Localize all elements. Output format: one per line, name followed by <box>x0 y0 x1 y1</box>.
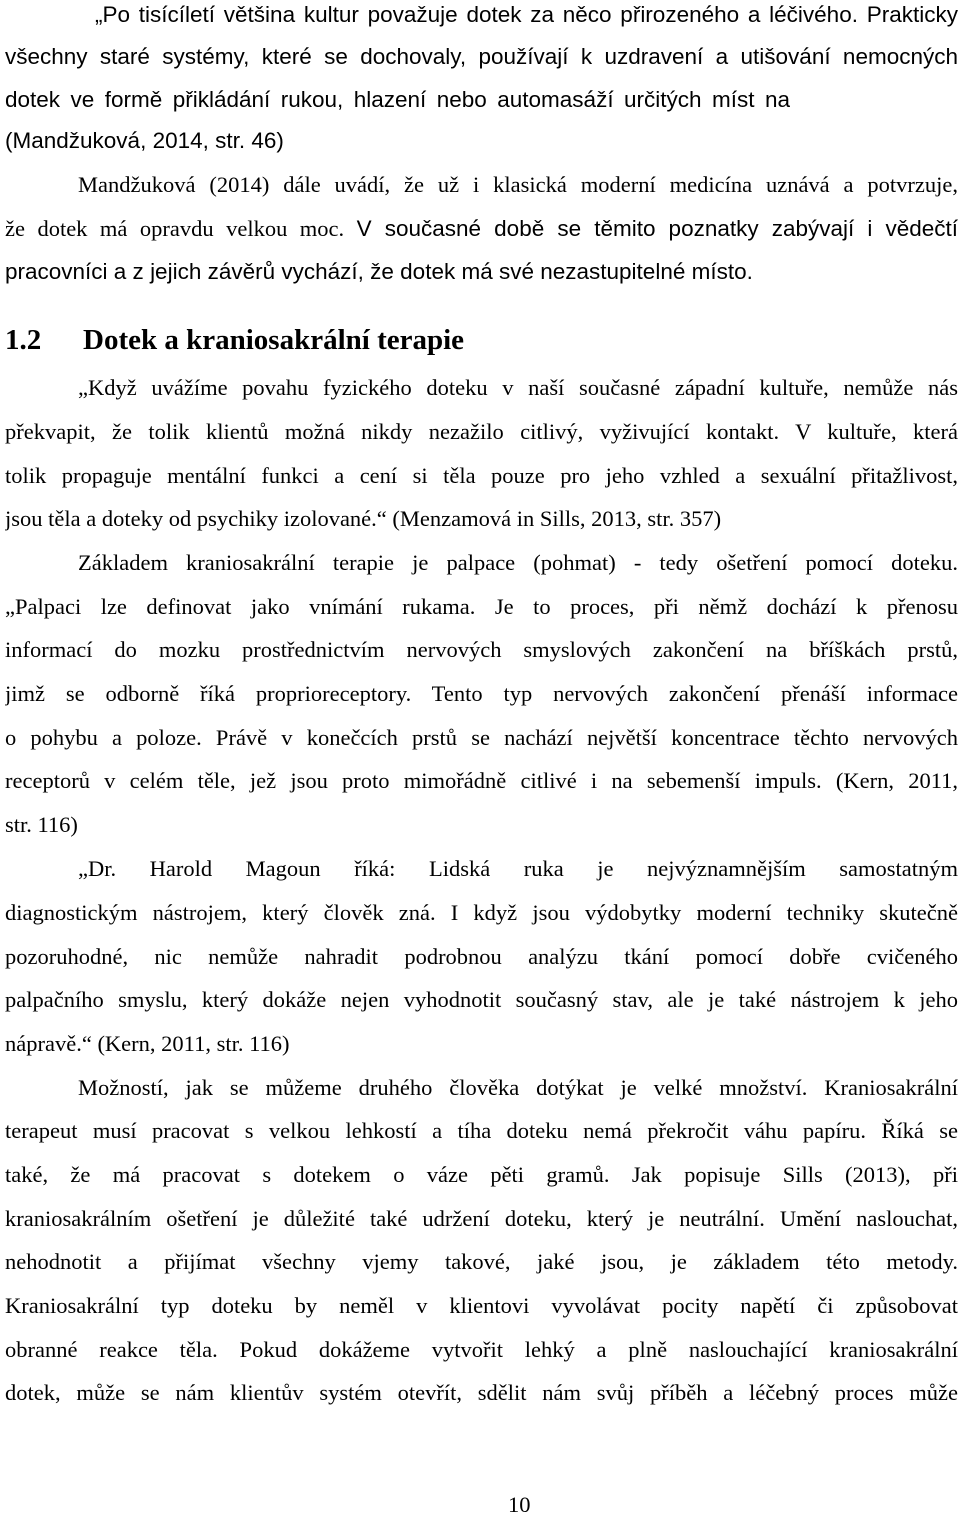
text-line: nápravě.“ (Kern, 2011, str. 116) <box>5 1031 290 1056</box>
text-line: obranné reakce těla. Pokud dokážeme vytvořit lehký a plně naslouchající kraniosakrální <box>5 1337 958 1362</box>
text-line: diagnostickým nástrojem, který člověk zná. I když jsou výdobytky moderní techniky skutečně <box>5 900 958 925</box>
text-line: o pohybu a poloze. Právě v konečcích prstů se nachází největší koncentrace těchto nervových <box>5 725 958 750</box>
section-number: 1.2 <box>5 324 42 356</box>
text-line: kraniosakrálním ošetření je důležité také udržení doteku, který je neutrální. Umění naslouchat, <box>5 1206 958 1231</box>
text-line: str. 116) <box>5 812 78 837</box>
page-number: 10 <box>508 1492 531 1515</box>
text-line: „Když uvážíme povahu fyzického doteku v naší současné západní kultuře, nemůže nás <box>78 375 958 400</box>
text-line: překvapit, že tolik klientů možná nikdy nezažilo citlivý, vyživující kontakt. V kultuře, která <box>5 419 958 444</box>
citation-line: (Mandžuková, 2014, str. 46) <box>5 128 284 153</box>
text-line: pozoruhodné, nic nemůže nahradit podrobnou analýzu tkání pomocí dobře cvičeného <box>5 944 958 969</box>
text-line: Základem kraniosakrální terapie je palpace (pohmat) - tedy ošetření pomocí doteku. <box>78 550 958 575</box>
text-line: „Po tisícíletí většina kultur považuje dotek za něco přirozeného a léčivého. Prakticky <box>95 2 958 27</box>
text-line: terapeut musí pracovat s velkou lehkostí a tíha doteku nemá překročit váhu papíru. Říká se <box>5 1118 958 1143</box>
text-line: jimž se odborně říká proprioreceptory. Tento typ nervových zakončení přenáší informace <box>5 681 958 706</box>
text-segment: že dotek má opravdu velkou moc. <box>5 216 345 241</box>
text-line: dotek ve formě přikládání rukou, hlazení nebo automasáží určitých míst na <box>5 87 790 112</box>
text-line: Možností, jak se můžeme druhého člověka dotýkat je velké množství. Kraniosakrální <box>78 1075 958 1100</box>
text-line: Kraniosakrální typ doteku by neměl v klientovi vyvolávat pocity napětí či způsobovat <box>5 1293 958 1318</box>
text-segment: V současné době se těmito poznatky zabývají i vědečtí <box>356 216 958 241</box>
text-line <box>5 214 958 244</box>
text-line: Mandžuková (2014) dále uvádí, že už i klasická moderní medicína uznává a potvrzuje, <box>78 172 958 197</box>
text-line: dotek, může se nám klientův systém otevřít, sdělit nám svůj příběh a léčebný proces může <box>5 1380 958 1405</box>
text-line: také, že má pracovat s dotekem o váze pěti gramů. Jak popisuje Sills (2013), při <box>5 1162 958 1187</box>
section-title: Dotek a kraniosakrální terapie <box>83 324 465 356</box>
text-line: jsou těla a doteky od psychiky izolované.“ (Menzamová in Sills, 2013, str. 357) <box>5 506 722 531</box>
text-line: pracovníci a z jejich závěrů vychází, že dotek má své nezastupitelné místo. <box>5 259 753 284</box>
text-line: „Palpaci lze definovat jako vnímání rukama. Je to proces, při němž dochází k přenosu <box>5 594 958 619</box>
text-line: tolik propaguje mentální funkci a cení si těla pouze pro jeho vzhled a sexuální přitažlivost, <box>5 463 958 488</box>
text-line: „Dr. Harold Magoun říká: Lidská ruka je nejvýznamnějším samostatným <box>78 856 958 881</box>
text-line: receptorů v celém těle, jež jsou proto mimořádně citlivé i na sebemenší impuls. (Kern, 2011, <box>5 768 958 793</box>
text-line: nehodnotit a přijímat všechny vjemy takové, jaké jsou, je základem této metody. <box>5 1249 958 1274</box>
text-line: informací do mozku prostřednictvím nervových smyslových zakončení na bříškách prstů, <box>5 637 958 662</box>
text-line: všechny staré systémy, které se dochovaly, používají k uzdravení a utišování nemocných <box>5 44 958 69</box>
text-line: palpačního smyslu, který dokáže nejen vyhodnotit současný stav, ale je také nástrojem k jeho <box>5 987 958 1012</box>
